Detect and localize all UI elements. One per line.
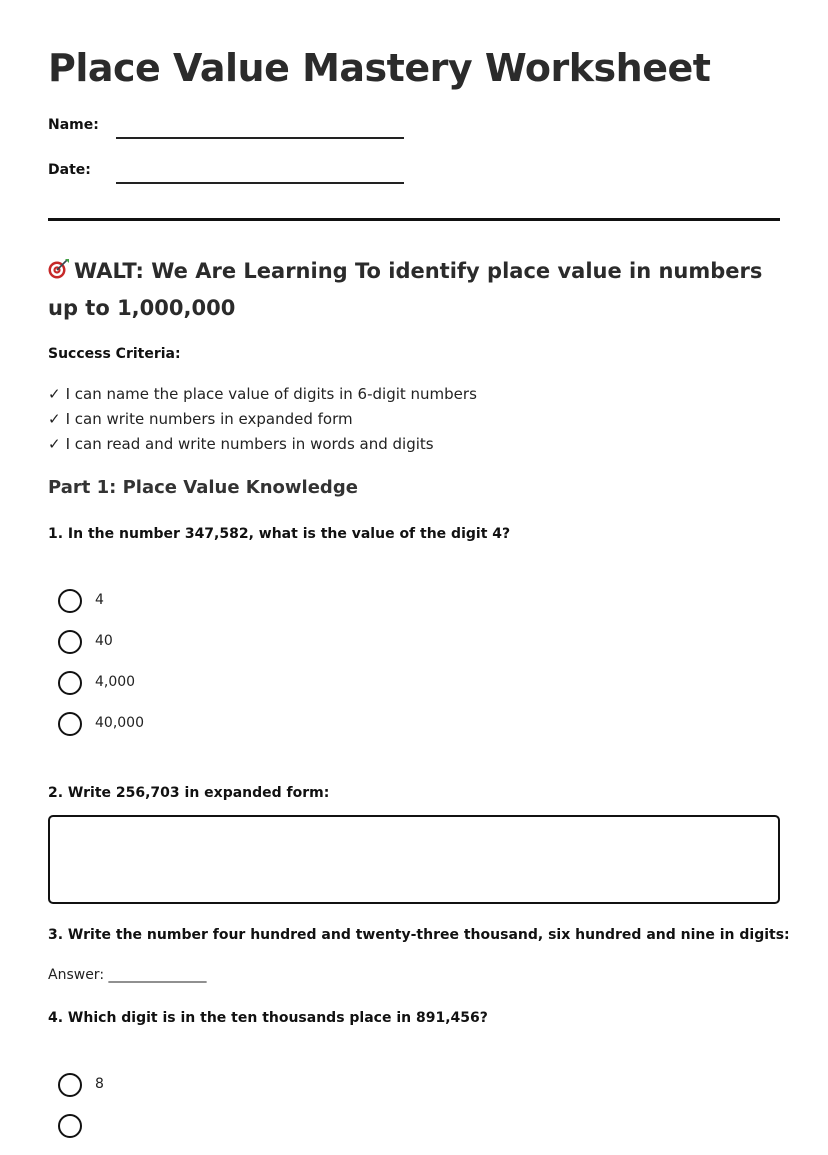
option-label: 4 <box>95 592 104 608</box>
question-4-text: 4. Which digit is in the ten thousands place in 891,456? <box>48 1010 488 1026</box>
check-icon: ✓ <box>48 385 61 403</box>
criteria-item: ✓ I can write numbers in expanded form <box>48 410 353 428</box>
radio-button[interactable] <box>58 589 82 613</box>
walt-heading <box>48 253 780 327</box>
criteria-item: ✓ I can name the place value of digits in 6-digit numbers <box>48 385 477 403</box>
name-field-row <box>48 117 448 145</box>
radio-button[interactable] <box>58 712 82 736</box>
question-3-text: 3. Write the number four hundred and twenty-three thousand, six hundred and nine in digits: <box>48 927 790 943</box>
expanded-form-answer-box[interactable] <box>48 815 780 904</box>
success-criteria-label: Success Criteria: <box>48 346 181 362</box>
option-label: 40,000 <box>95 715 144 731</box>
criteria-item: ✓ I can read and write numbers in words and digits <box>48 435 434 453</box>
question-3-answer[interactable]: Answer: ______________ <box>48 967 207 983</box>
check-icon: ✓ <box>48 435 61 453</box>
name-input-line[interactable] <box>116 137 404 139</box>
radio-button[interactable] <box>58 671 82 695</box>
target-icon <box>48 255 68 275</box>
date-input-line[interactable] <box>116 182 404 184</box>
check-icon: ✓ <box>48 410 61 428</box>
header-divider <box>48 218 780 221</box>
option-label: 40 <box>95 633 113 649</box>
walt-text: WALT: We Are Learning To identify place value in numbers up to 1,000,000 <box>48 259 763 320</box>
option-label: 8 <box>95 1076 104 1092</box>
question-2-text: 2. Write 256,703 in expanded form: <box>48 785 330 801</box>
question-1-text: 1. In the number 347,582, what is the value of the digit 4? <box>48 526 511 542</box>
option-label: 4,000 <box>95 674 136 690</box>
page-title: Place Value Mastery Worksheet <box>48 46 711 90</box>
date-label: Date: <box>48 162 91 178</box>
part-1-title: Part 1: Place Value Knowledge <box>48 477 358 498</box>
date-field-row <box>48 162 448 190</box>
radio-button[interactable] <box>58 1073 82 1097</box>
success-criteria-list <box>48 382 477 457</box>
radio-button[interactable] <box>58 630 82 654</box>
name-label: Name: <box>48 117 99 133</box>
